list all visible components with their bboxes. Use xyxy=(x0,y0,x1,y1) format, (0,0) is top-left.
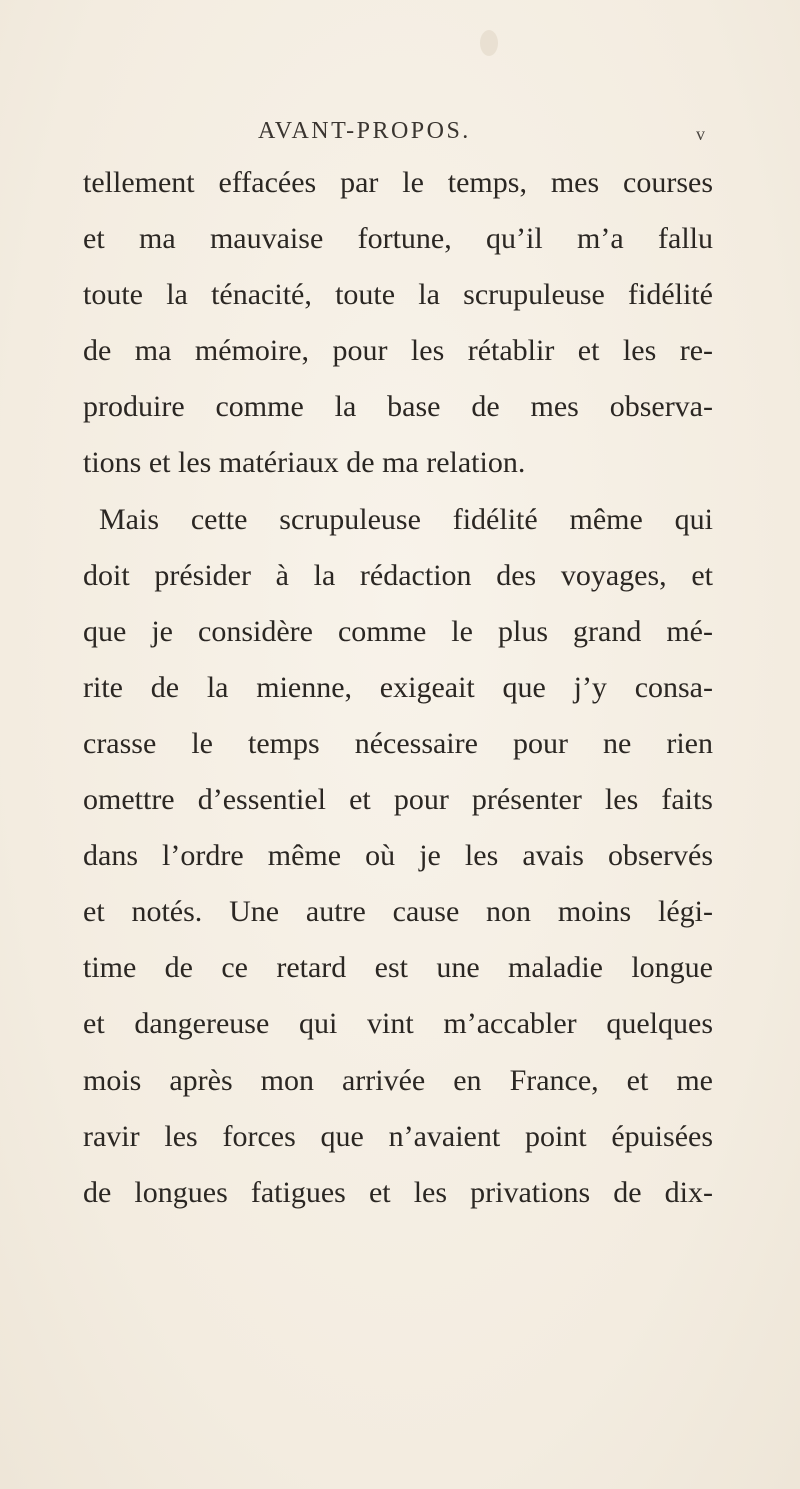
text-line: de longues fatigues et les privations de dix- xyxy=(83,1175,713,1209)
paper-stain xyxy=(480,30,498,56)
page-number: v xyxy=(696,124,705,144)
text-line: produire comme la base de mes observa- xyxy=(83,390,713,424)
text-line: que je considère comme le plus grand mé- xyxy=(83,614,713,648)
text-line: tellement effacées par le temps, mes courses xyxy=(83,166,713,199)
body-text xyxy=(83,155,713,1221)
text-line: et notés. Une autre cause non moins légi- xyxy=(83,895,713,929)
text-line: ravir les forces que n’avaient point épuisées xyxy=(83,1119,713,1153)
running-head-title: AVANT-PROPOS. xyxy=(258,118,471,144)
text-line: omettre d’essentiel et pour présenter les faits xyxy=(83,783,713,817)
text-line: dans l’ordre même où je les avais observés xyxy=(83,839,713,873)
text-line: tions et les matériaux de ma relation. xyxy=(83,446,526,480)
text-line: time de ce retard est une maladie longue xyxy=(83,951,713,985)
text-line: de ma mémoire, pour les rétablir et les re- xyxy=(83,334,713,368)
text-line: toute la ténacité, toute la scrupuleuse fidélité xyxy=(83,278,713,312)
text-line: mois après mon arrivée en France, et me xyxy=(83,1063,713,1097)
text-line: et ma mauvaise fortune, qu’il m’a fallu xyxy=(83,222,713,256)
text-line: rite de la mienne, exigeait que j’y consa- xyxy=(83,670,713,704)
running-head xyxy=(0,118,800,148)
text-line: et dangereuse qui vint m’accabler quelques xyxy=(83,1007,713,1041)
text-line: doit présider à la rédaction des voyages, et xyxy=(83,558,713,592)
text-line: crasse le temps nécessaire pour ne rien xyxy=(83,726,713,760)
text-line: Mais cette scrupuleuse fidélité même qui xyxy=(99,502,713,536)
